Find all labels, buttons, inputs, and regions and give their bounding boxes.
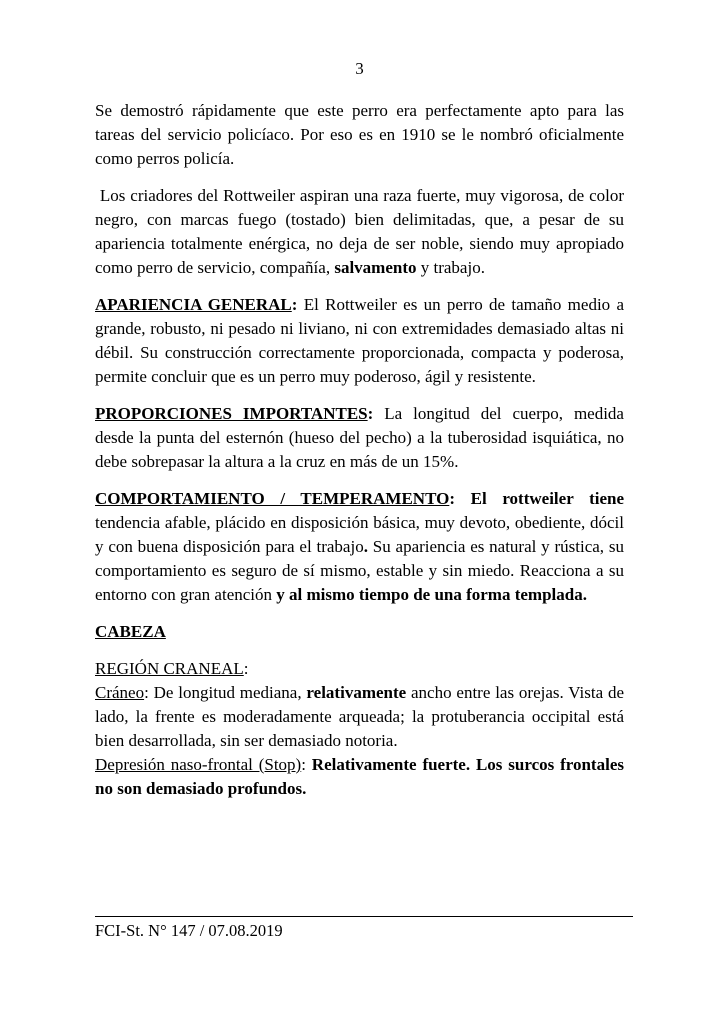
text-run: COMPORTAMIENTO / TEMPERAMENTO: [95, 489, 450, 508]
text-run: :: [243, 659, 249, 678]
paragraph-depresion-naso-frontal: [95, 753, 624, 801]
text-run: Depresión naso-frontal (Stop): [95, 755, 302, 774]
paragraph-cabeza-heading: [95, 620, 624, 644]
text-run: El Rottweiler es un perro de tamaño medio a grande, robusto, ni pesado ni liviano, ni con extremidades demasiado altas ni débil. Su construcción correctamente proporcionada, compacta y poderosa, permite concluir que es un perro muy poderoso, ágil y resistente.: [95, 295, 624, 386]
text-run: salvamento: [334, 258, 417, 277]
text-run: REGIÓN CRANEAL: [95, 659, 244, 678]
text-run: tendencia afable, plácido en disposición básica, muy devoto, obediente, dócil y con buena disposición para el trabajo: [95, 513, 624, 556]
text-run: Relativamente fuerte. Los surcos frontales no son demasiado profundos.: [95, 755, 624, 798]
text-run: PROPORCIONES IMPORTANTES: [95, 404, 368, 423]
text-run: Los criadores del Rottweiler aspiran una raza fuerte, muy vigorosa, de color negro, con marcas fuego (tostado) bien delimitadas, que, a pesar de su apariencia totalmente enérgica, no deja de ser noble, siendo muy apropiado como perro de servicio, compañía,: [95, 186, 624, 277]
text-run: : De longitud mediana,: [144, 683, 307, 702]
text-run: CABEZA: [95, 622, 166, 641]
paragraph-apariencia-general: [95, 293, 624, 389]
text-run: .: [363, 537, 368, 556]
text-run: :: [301, 755, 312, 774]
text-run: : El rottweiler tiene: [449, 489, 624, 508]
text-run: y trabajo.: [416, 258, 485, 277]
text-run: :: [291, 295, 304, 314]
paragraph-proporciones-importantes: [95, 402, 624, 474]
page-footer: [95, 916, 633, 943]
footer-divider: [95, 916, 633, 917]
text-run: relativamente: [306, 683, 407, 702]
text-run: Se demostró rápidamente que este perro era perfectamente apto para las tareas del servicio policíaco. Por eso es en 1910 se le nombró oficialmente como perros policía.: [95, 101, 624, 168]
page-number: 3: [355, 59, 364, 78]
page-body: [95, 99, 624, 801]
paragraph-region-craneal-heading: [95, 657, 624, 681]
paragraph-criadores-rottweiler: [95, 184, 624, 280]
paragraph-craneo: [95, 681, 624, 753]
text-run: :: [367, 404, 385, 423]
text-run: ancho entre las orejas. Vista de lado, la frente es moderadamente arqueada; la protuberancia occipital está bien desarrollada, sin ser demasiado notoria.: [95, 683, 624, 750]
text-run: Cráneo: [95, 683, 145, 702]
footer-reference: FCI-St. N° 147 / 07.08.2019: [95, 921, 283, 940]
paragraph-comportamiento-temperamento: [95, 487, 624, 607]
paragraph-historia-policia: [95, 99, 624, 171]
text-run: y al mismo tiempo de una forma templada.: [276, 585, 587, 604]
text-run: La longitud del cuerpo, medida desde la punta del esternón (hueso del pecho) a la tuberosidad isquiática, no debe sobrepasar la altura a la cruz en más de un 15%.: [95, 404, 624, 471]
text-run: Su apariencia es natural y rústica, su comportamiento es seguro de sí mismo, estable y sin miedo. Reacciona a su entorno con gran atención: [95, 537, 624, 604]
text-run: APARIENCIA GENERAL: [95, 295, 292, 314]
